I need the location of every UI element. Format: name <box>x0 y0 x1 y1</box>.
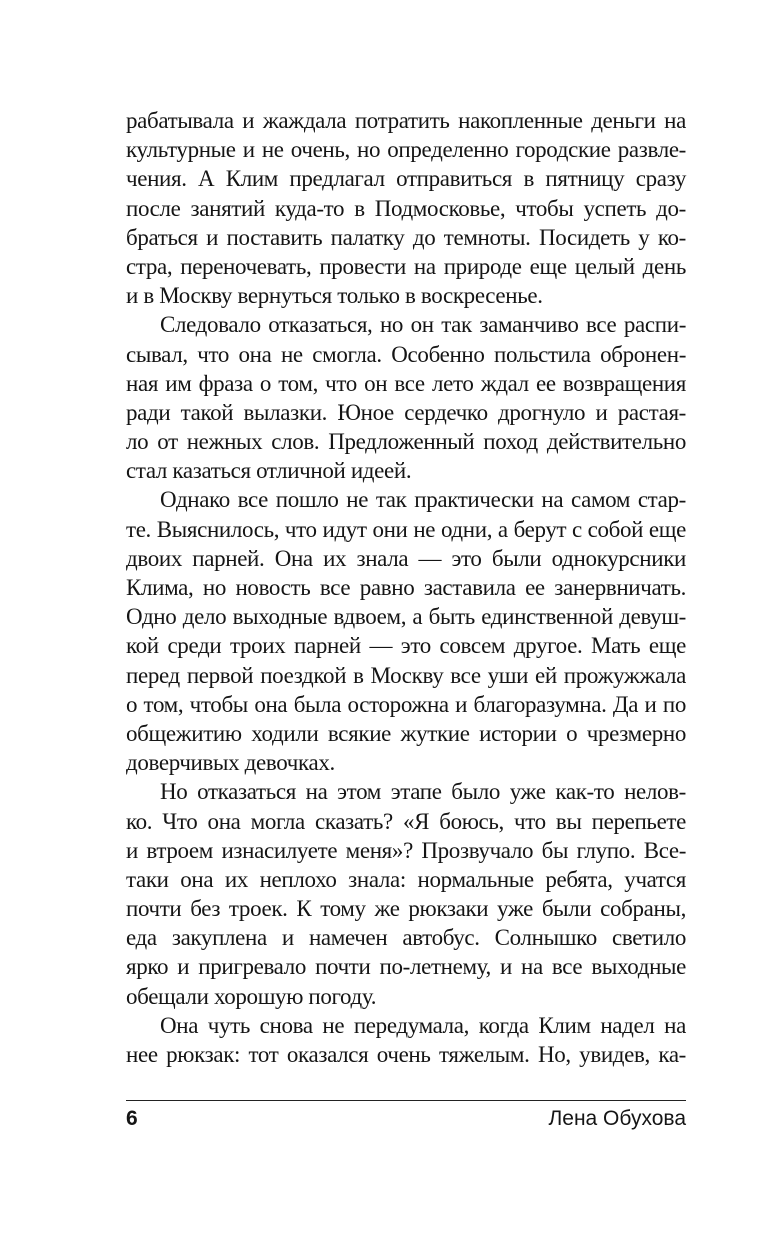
text-line: о том, чтобы она была осторожна и благоразумна. Да и по <box>126 691 686 717</box>
text-line: почти без троек. К тому же рюкзаки уже были собраны, <box>126 896 686 922</box>
page-number: 6 <box>126 1107 138 1130</box>
text-line: Она чуть снова не передумала, когда Клим надел на <box>160 1012 686 1038</box>
text-line: обещали хорошую погоду. <box>126 983 377 1009</box>
text-line: стал казаться отличной идеей. <box>126 458 412 484</box>
text-line: чения. А Клим предлагал отправиться в пятницу сразу <box>126 166 686 192</box>
text-line: таки она их неплохо знала: нормальные ребята, учатся <box>126 866 686 892</box>
page-footer <box>126 1104 686 1134</box>
paragraph <box>126 106 686 310</box>
paragraph <box>126 310 686 485</box>
text-line: после занятий куда-то в Подмосковье, чтобы успеть до- <box>126 195 686 221</box>
text-line: культурные и не очень, но определенно городские развле- <box>126 137 686 163</box>
text-line: Однако все пошло не так практически на самом стар- <box>160 487 686 513</box>
text-line: сывал, что она не смогла. Особенно польстила обронен- <box>126 341 686 367</box>
text-line: Следовало отказаться, но он так заманчиво все распи- <box>160 312 686 338</box>
paragraph <box>126 485 686 777</box>
paragraph <box>126 1011 686 1069</box>
text-line: ради такой вылазки. Юное сердечко дрогнуло и растая- <box>126 399 686 425</box>
body-text <box>126 106 686 1069</box>
footer-divider <box>126 1100 686 1101</box>
text-line: перед первой поездкой в Москву все уши ей прожужжала <box>126 662 686 688</box>
text-line: те. Выяснилось, что идут они не одни, а берут с собой еще <box>126 516 686 542</box>
text-line: еда закуплена и намечен автобус. Солнышко светило <box>126 925 686 951</box>
text-line: нее рюкзак: тот оказался очень тяжелым. Но, увидев, ка- <box>126 1042 686 1067</box>
text-line: ло от нежных слов. Предложенный поход действительно <box>126 429 686 455</box>
text-line: Клима, но новость все равно заставила ее занервничать. <box>126 575 686 600</box>
text-line: ная им фраза о том, что он все лето ждал ее возвращения <box>126 370 686 396</box>
running-head-author: Лена Обухова <box>548 1107 686 1130</box>
text-line: Но отказаться на этом этапе было уже как-то нелов- <box>160 779 686 805</box>
text-line: Одно дело выходные вдвоем, а быть единственной девуш- <box>126 604 686 630</box>
text-line: и в Москву вернуться только в воскресенье. <box>126 283 543 309</box>
text-line: кой среди троих парней — это совсем другое. Мать еще <box>126 633 686 659</box>
text-line: двоих парней. Она их знала — это были однокурсники <box>126 545 686 571</box>
text-line: ко. Что она могла сказать? «Я боюсь, что вы перепьете <box>126 808 686 834</box>
text-line: браться и поставить палатку до темноты. Посидеть у ко- <box>126 224 686 250</box>
text-line: стра, переночевать, провести на природе еще целый день <box>126 253 686 279</box>
text-line: ярко и пригревало почти по-летнему, и на все выходные <box>126 954 686 980</box>
text-line: общежитию ходили всякие жуткие истории о чрезмерно <box>126 720 686 746</box>
text-line: рабатывала и жаждала потратить накопленные деньги на <box>126 108 686 133</box>
text-line: и втроем изнасилуете меня»? Прозвучало бы глупо. Все- <box>126 837 686 863</box>
text-line: доверчивых девочках. <box>126 750 335 776</box>
paragraph <box>126 777 686 1011</box>
